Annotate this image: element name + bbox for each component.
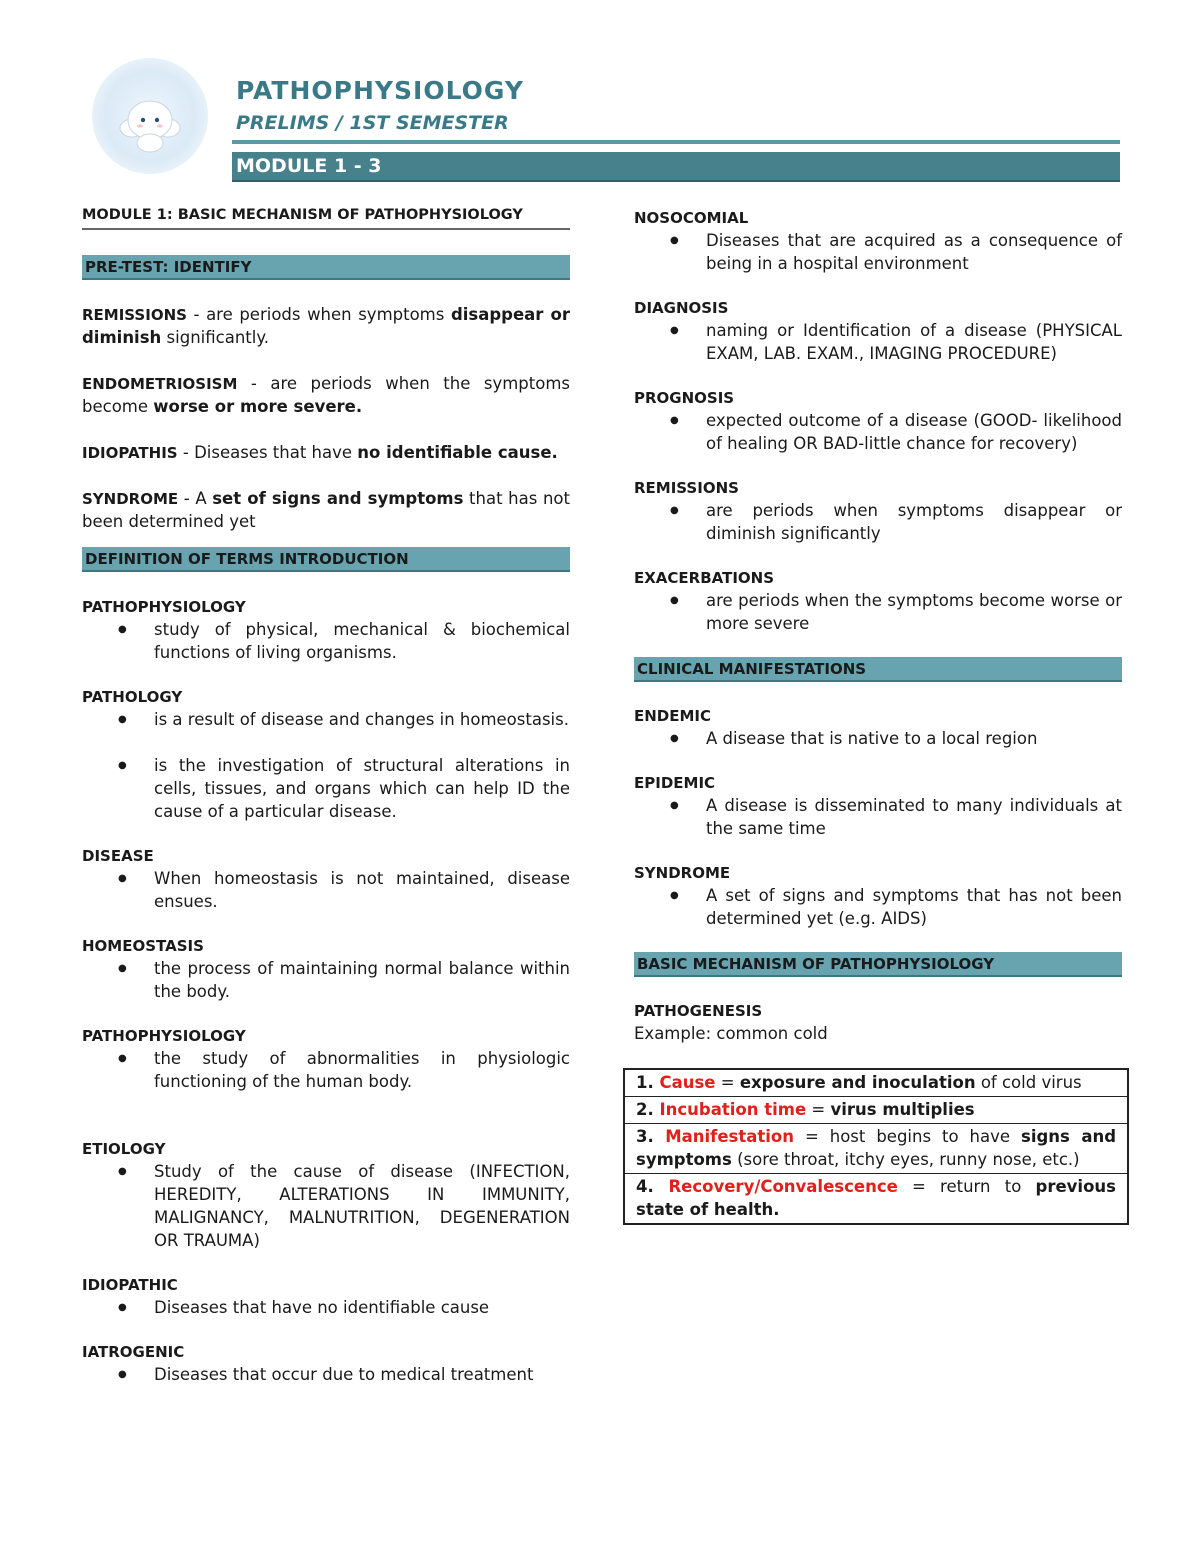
term-title: HOMEOSTASIS [82, 937, 204, 955]
term-block [634, 1000, 1122, 1045]
list-item: ● study of physical, mechanical & biochemical functions of living organisms. [82, 618, 570, 664]
table-cell: 2. Incubation time = virus multiplies [624, 1097, 1128, 1124]
list-item: ● the process of maintaining normal balance within the body. [82, 957, 570, 1003]
list-item: ● the study of abnormalities in physiologic functioning of the human body. [82, 1047, 570, 1093]
list-item: ● is a result of disease and changes in homeostasis. [82, 708, 570, 731]
term-block [634, 297, 1122, 365]
term-title: PATHOLOGY [82, 688, 183, 706]
term-block [82, 845, 570, 913]
table-cell: 4. Recovery/Convalescence = return to previous state of health. [624, 1174, 1128, 1225]
table-cell: 1. Cause = exposure and inoculation of cold virus [624, 1069, 1128, 1097]
list-item: ● are periods when symptoms disappear or diminish significantly [634, 499, 1122, 545]
term-block [634, 862, 1122, 930]
pretest-item: IDIOPATHIS - Diseases that have no identifiable cause. [82, 443, 558, 462]
section-band-clinical: CLINICAL MANIFESTATIONS [634, 657, 1122, 682]
module-band-label: MODULE 1 - 3 [236, 155, 382, 177]
table-row [624, 1097, 1128, 1124]
term-block [634, 207, 1122, 275]
term-block [82, 1138, 570, 1252]
term-block [634, 387, 1122, 455]
term-title: PATHOPHYSIOLOGY [82, 598, 246, 616]
left-column [82, 207, 570, 1386]
section-band-basic-mechanism: BASIC MECHANISM OF PATHOPHYSIOLOGY [634, 952, 1122, 977]
page-title: PATHOPHYSIOLOGY [236, 76, 524, 105]
section-band-definitions: DEFINITION OF TERMS INTRODUCTION [82, 547, 570, 572]
term-title: IATROGENIC [82, 1343, 185, 1361]
list-item: ● A set of signs and symptoms that has not been determined yet (e.g. AIDS) [634, 884, 1122, 930]
term-block [82, 1025, 570, 1093]
term-title: REMISSIONS [634, 479, 739, 497]
pretest-item: SYNDROME - A set of signs and symptoms that has not been determined yet [82, 489, 570, 531]
term-title: NOSOCOMIAL [634, 209, 749, 227]
term-block [634, 772, 1122, 840]
list-item: ● When homeostasis is not maintained, disease ensues. [82, 867, 570, 913]
table-row [624, 1124, 1128, 1174]
right-column [634, 207, 1122, 1225]
term-title: DISEASE [82, 847, 154, 865]
term-title: ENDEMIC [634, 707, 712, 725]
term-title: IDIOPATHIC [82, 1276, 178, 1294]
page-subtitle: PRELIMS / 1ST SEMESTER [236, 112, 509, 134]
section-band-pretest: PRE-TEST: IDENTIFY [82, 255, 570, 280]
list-item: ● Diseases that occur due to medical treatment [82, 1363, 570, 1386]
term-title: EPIDEMIC [634, 774, 716, 792]
term-block [82, 935, 570, 1003]
term-title: SYNDROME [634, 864, 731, 882]
term-title: EXACERBATIONS [634, 569, 775, 587]
term-block [634, 705, 1122, 750]
term-block [82, 1274, 570, 1319]
term-block [82, 596, 570, 664]
list-item: ● Diseases that are acquired as a consequence of being in a hospital environment [634, 229, 1122, 275]
term-block [634, 567, 1122, 635]
table-cell: 3. Manifestation = host begins to have signs and symptoms (sore throat, itchy eyes, runny nose, etc.) [624, 1124, 1128, 1174]
list-item: ● naming or Identification of a disease (PHYSICAL EXAM, LAB. EXAM., IMAGING PROCEDURE) [634, 319, 1122, 365]
module-heading: MODULE 1: BASIC MECHANISM OF PATHOPHYSIOLOGY [82, 207, 570, 230]
table-row [624, 1069, 1128, 1097]
list-item: ● A disease that is native to a local region [634, 727, 1122, 750]
list-item: ● is the investigation of structural alterations in cells, tissues, and organs which can help ID the cause of a particular disease. [82, 754, 570, 823]
list-item: ● A disease is disseminated to many individuals at the same time [634, 794, 1122, 840]
term-title: PATHOPHYSIOLOGY [82, 1027, 246, 1045]
list-item: ● expected outcome of a disease (GOOD- likelihood of healing OR BAD-little chance for recovery) [634, 409, 1122, 455]
module-band [232, 152, 1120, 182]
term-title: PATHOGENESIS [634, 1002, 763, 1020]
list-item: ● Study of the cause of disease (INFECTION, HEREDITY, ALTERATIONS IN IMMUNITY, MALIGNANCY, MALNUTRITION, DEGENERATION OR TRAUMA) [82, 1160, 570, 1252]
table-row [624, 1174, 1128, 1225]
term-block [82, 686, 570, 823]
term-title: PROGNOSIS [634, 389, 735, 407]
mascot-logo [92, 58, 208, 174]
header-divider [232, 140, 1120, 144]
pretest-item: REMISSIONS - are periods when symptoms disappear or diminish significantly. [82, 305, 570, 347]
term-title: ETIOLOGY [82, 1140, 166, 1158]
term-block [82, 1341, 570, 1386]
term-block [634, 477, 1122, 545]
list-item: ● are periods when the symptoms become worse or more severe [634, 589, 1122, 635]
list-item: ● Diseases that have no identifiable cause [82, 1296, 570, 1319]
pathogenesis-example: Example: common cold [634, 1024, 828, 1043]
pathogenesis-table [623, 1068, 1129, 1225]
pretest-item: ENDOMETRIOSISM - are periods when the symptoms become worse or more severe. [82, 374, 570, 416]
term-title: DIAGNOSIS [634, 299, 729, 317]
